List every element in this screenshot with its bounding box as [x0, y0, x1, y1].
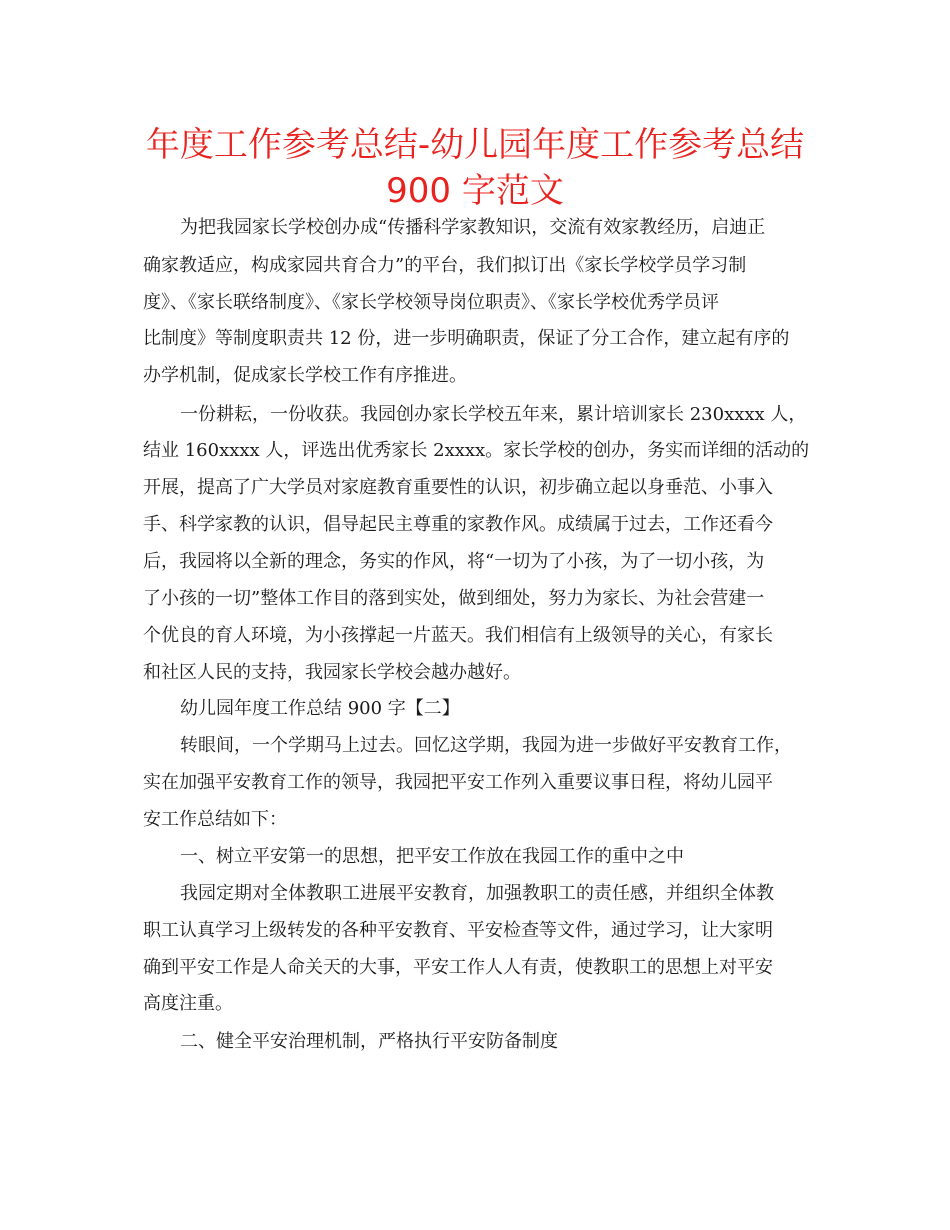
paragraph-line: 办学机制，促成家长学校工作有序推进。: [143, 365, 467, 386]
paragraph-line: 结业 160xxxx 人，评选出优秀家长 2xxxx。家长学校的创办，务实而详细的活动的: [143, 440, 810, 461]
paragraph-line: 手、科学家教的认识，倡导起民主尊重的家教作风。成绩属于过去，工作还看今: [143, 514, 773, 535]
document-title-line-2: 900 字范文: [386, 171, 564, 211]
section-heading: 二、健全平安治理机制，严格执行平安防备制度: [180, 1031, 558, 1052]
paragraph-line: 实在加强平安教育工作的领导，我园把平安工作列入重要议事日程，将幼儿园平: [143, 772, 773, 793]
paragraph-line: 为把我园家长学校创办成“传播科学家教知识，交流有效家教经历，启迪正: [180, 217, 766, 238]
paragraph-line: 和社区人民的支持，我园家长学校会越办越好。: [143, 662, 521, 683]
paragraph-line: 我园定期对全体教职工进展平安教育，加强教职工的责任感，并组织全体教: [180, 883, 774, 904]
section-heading: 幼儿园年度工作总结 900 字【二】: [180, 698, 460, 719]
paragraph-line: 职工认真学习上级转发的各种平安教育、平安检查等文件，通过学习，让大家明: [143, 920, 773, 941]
paragraph-line: 高度注重。: [143, 993, 233, 1014]
paragraph-line: 度》、《家长联络制度》、《家长学校领导岗位职责》、《家长学校优秀学员评: [143, 292, 719, 313]
paragraph-line: 个优良的育人环境，为小孩撑起一片蓝天。我们相信有上级领导的关心，有家长: [143, 625, 773, 646]
paragraph-line: 后，我园将以全新的理念，务实的作风，将“一切为了小孩，为了一切小孩，为: [143, 551, 765, 572]
paragraph-line: 开展，提高了广大学员对家庭教育重要性的认识，初步确立起以身垂范、小事入: [143, 477, 773, 498]
paragraph-line: 一份耕耘，一份收获。我园创办家长学校五年来，累计培训家长 230xxxx 人，: [180, 404, 807, 425]
document-title-line-1: 年度工作参考总结-幼儿园年度工作参考总结: [145, 125, 805, 165]
paragraph-line: 安工作总结如下：: [143, 809, 287, 830]
section-heading: 一、树立平安第一的思想，把平安工作放在我园工作的重中之中: [180, 846, 684, 867]
paragraph-line: 确家教适应，构成家园共育合力”的平台，我们拟订出《家长学校学员学习制: [143, 255, 747, 276]
paragraph-line: 转眼间，一个学期马上过去。回忆这学期，我园为进一步做好平安教育工作，: [180, 735, 792, 756]
paragraph-line: 了小孩的一切”整体工作目的落到实处，做到细处，努力为家长、为社会营建一: [143, 588, 765, 609]
paragraph-line: 确到平安工作是人命关天的大事，平安工作人人有责，使教职工的思想上对平安: [143, 957, 773, 978]
paragraph-line: 比制度》等制度职责共 12 份，进一步明确职责，保证了分工合作，建立起有序的: [143, 328, 790, 349]
